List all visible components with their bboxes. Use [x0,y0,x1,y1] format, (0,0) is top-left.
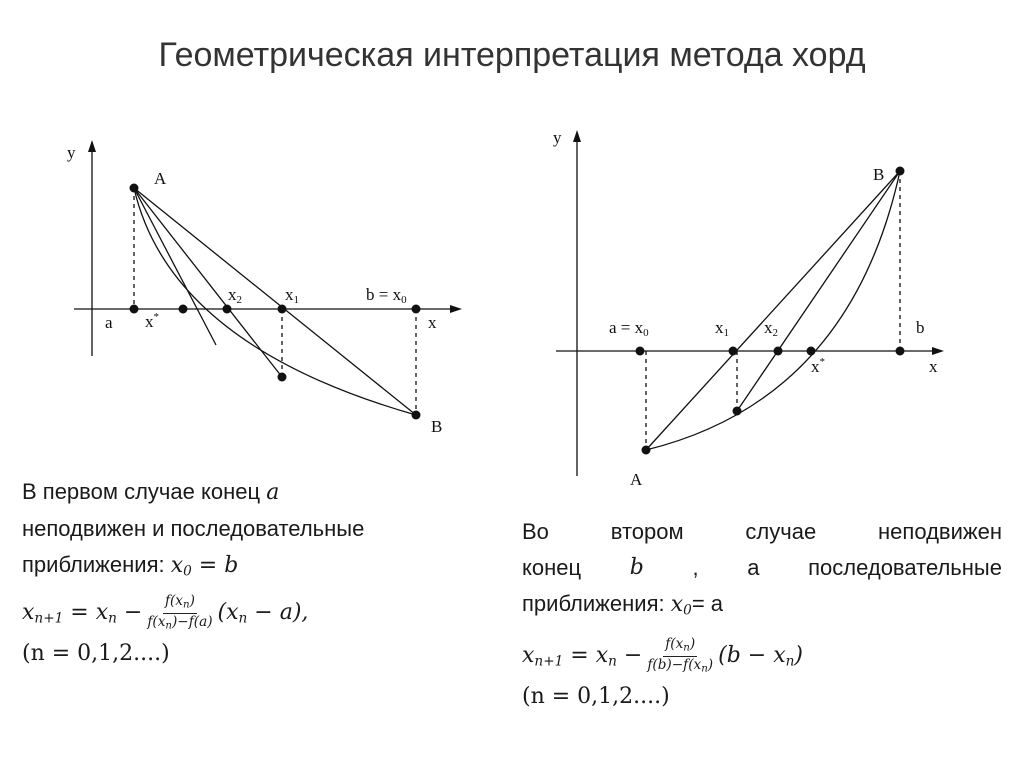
right-text-line-3: приближения: $x_0= а$ [522,591,724,619]
right-x-arrow-icon [932,347,944,355]
left-formula-fraction: $\frac{f(x_n)}{f(x_n)-f(a)}$ [147,593,213,632]
left-label-A: A [154,169,167,188]
right-label-A: A [630,470,643,489]
slide-title: Геометрическая интерпретация метода хорд [158,36,866,74]
right-point-x1 [729,347,738,356]
right-point-x2 [774,347,783,356]
left-label-a: a [105,313,113,332]
right-point-b [896,347,905,356]
right-formula-fraction: $\frac{f(x_n)}{f(b)-f(x_n)}$ [647,636,714,675]
right-point-B [896,167,905,176]
right-point-f-x1 [733,407,742,416]
right-label-b: b [916,318,925,337]
left-text-line-1: В первом случае конец a [22,479,280,505]
right-label-x: x [929,357,938,376]
left-label-y: y [67,143,76,162]
right-point-xstar [807,347,816,356]
right-chord-1 [646,171,900,450]
right-text-line-1: Во втором случае неподвижен [522,519,1002,544]
right-label-x2: x2 [764,318,778,339]
left-text-line-2: неподвижен и последовательные [22,516,365,541]
right-point-x0 [636,347,645,356]
right-label-xstar: x* [811,356,825,376]
left-label-x: x [428,313,437,332]
right-n-range: (n = 0,1,2....) [522,684,670,710]
left-label-xstar: x* [145,311,159,331]
left-text-line-3: приближения: $x_0 = b$ [22,552,239,580]
left-label-b-x0: b = x0 [366,285,407,306]
left-label-x1: x1 [285,285,299,306]
left-label-B: B [431,417,443,436]
right-label-y: y [553,128,562,147]
right-formula: $x_{n+1} = x_n$ − $\frac{f(x_n)}{f(b)-f(x_n)}$ $(b - x_n)$ [522,636,803,675]
right-y-arrow-icon [573,130,581,142]
right-label-a-x0: a = x0 [609,318,649,339]
left-formula: $x_{n+1} = x_n$ − $\frac{f(x_n)}{f(x_n)-f(a)}$ $(x_n - a)$, [22,593,309,632]
left-label-x2: x2 [228,285,242,306]
left-n-range: (n = 0,1,2....) [22,641,170,667]
right-description [522,514,1002,715]
right-label-B: B [873,165,885,184]
right-label-x1: x1 [715,318,729,339]
left-description [22,474,492,672]
right-text-line-2: конец b , а последовательные [522,555,1002,580]
right-point-A [642,446,651,455]
